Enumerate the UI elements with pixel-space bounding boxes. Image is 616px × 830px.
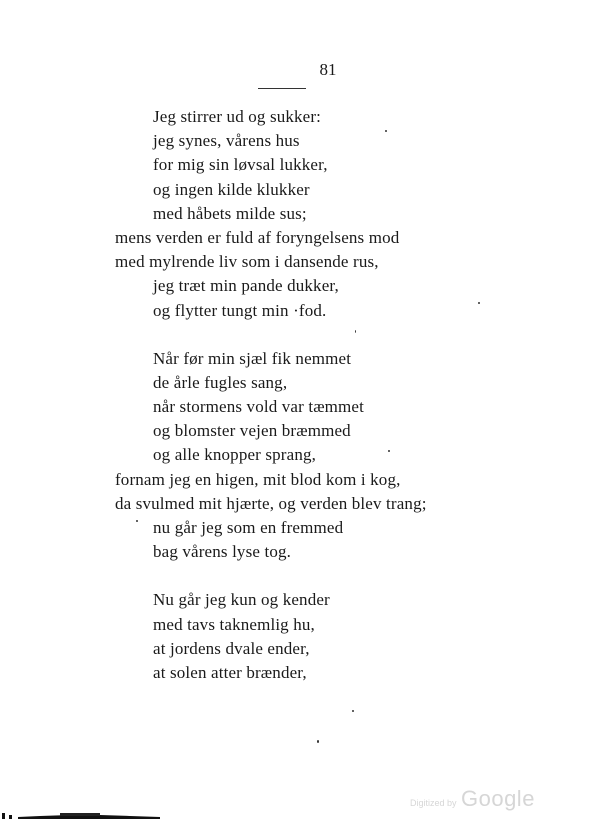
poem-line: jeg træt min pande dukker, bbox=[153, 276, 339, 296]
scan-speck bbox=[385, 130, 387, 132]
poem-line: mens verden er fuld af foryngelsens mod bbox=[115, 227, 400, 247]
poem-line: de årle fugles sang, bbox=[153, 372, 288, 392]
poem-line: og alle knopper sprang, bbox=[153, 445, 317, 465]
stanza bbox=[0, 347, 616, 565]
poem-line: og blomster vejen bræmmed bbox=[153, 421, 351, 441]
stanza bbox=[0, 105, 616, 323]
poem-line: jeg synes, vårens hus bbox=[153, 131, 300, 151]
poem-line: med mylrende liv som i dansende rus, bbox=[115, 252, 379, 272]
poem-line: når stormens vold var tæmmet bbox=[153, 397, 364, 417]
poem-line: og ingen kilde klukker bbox=[153, 179, 310, 199]
poem-line: at jordens dvale ender, bbox=[153, 638, 310, 658]
digitized-watermark bbox=[410, 786, 535, 812]
scan-speck bbox=[355, 330, 356, 333]
scan-edge-mark bbox=[0, 812, 166, 820]
scan-speck bbox=[388, 450, 390, 452]
poem-line: Nu går jeg kun og kender bbox=[153, 590, 330, 610]
stanza bbox=[0, 588, 616, 685]
watermark-brand-logo: Google bbox=[460, 786, 535, 811]
poem-line: da svulmed mit hjærte, og verden blev trang; bbox=[115, 493, 427, 513]
poem-line: at solen atter brænder, bbox=[153, 662, 307, 682]
poem-line: nu går jeg som en fremmed bbox=[153, 518, 344, 537]
scan-speck bbox=[478, 302, 480, 304]
poem-line: Jeg stirrer ud og sukker: bbox=[153, 107, 322, 126]
scan-speck bbox=[352, 710, 354, 712]
page-number: 81 bbox=[319, 60, 337, 79]
page-number-rule bbox=[258, 88, 306, 89]
poem-line: med håbets milde sus; bbox=[153, 203, 307, 223]
poem-line: Når før min sjæl fik nemmet bbox=[153, 348, 352, 368]
scan-speck bbox=[317, 740, 319, 743]
poem-line: bag vårens lyse tog. bbox=[153, 542, 292, 562]
poem bbox=[0, 105, 616, 709]
poem-line: fornam jeg en higen, mit blod kom i kog, bbox=[115, 469, 401, 489]
poem-line: og flytter tungt min ·fod. bbox=[153, 300, 327, 320]
scan-speck bbox=[136, 520, 138, 522]
watermark-prefix: Digitized by bbox=[410, 798, 457, 808]
poem-line: med tavs taknemlig hu, bbox=[153, 614, 315, 634]
poem-line: for mig sin løvsal lukker, bbox=[153, 155, 328, 175]
